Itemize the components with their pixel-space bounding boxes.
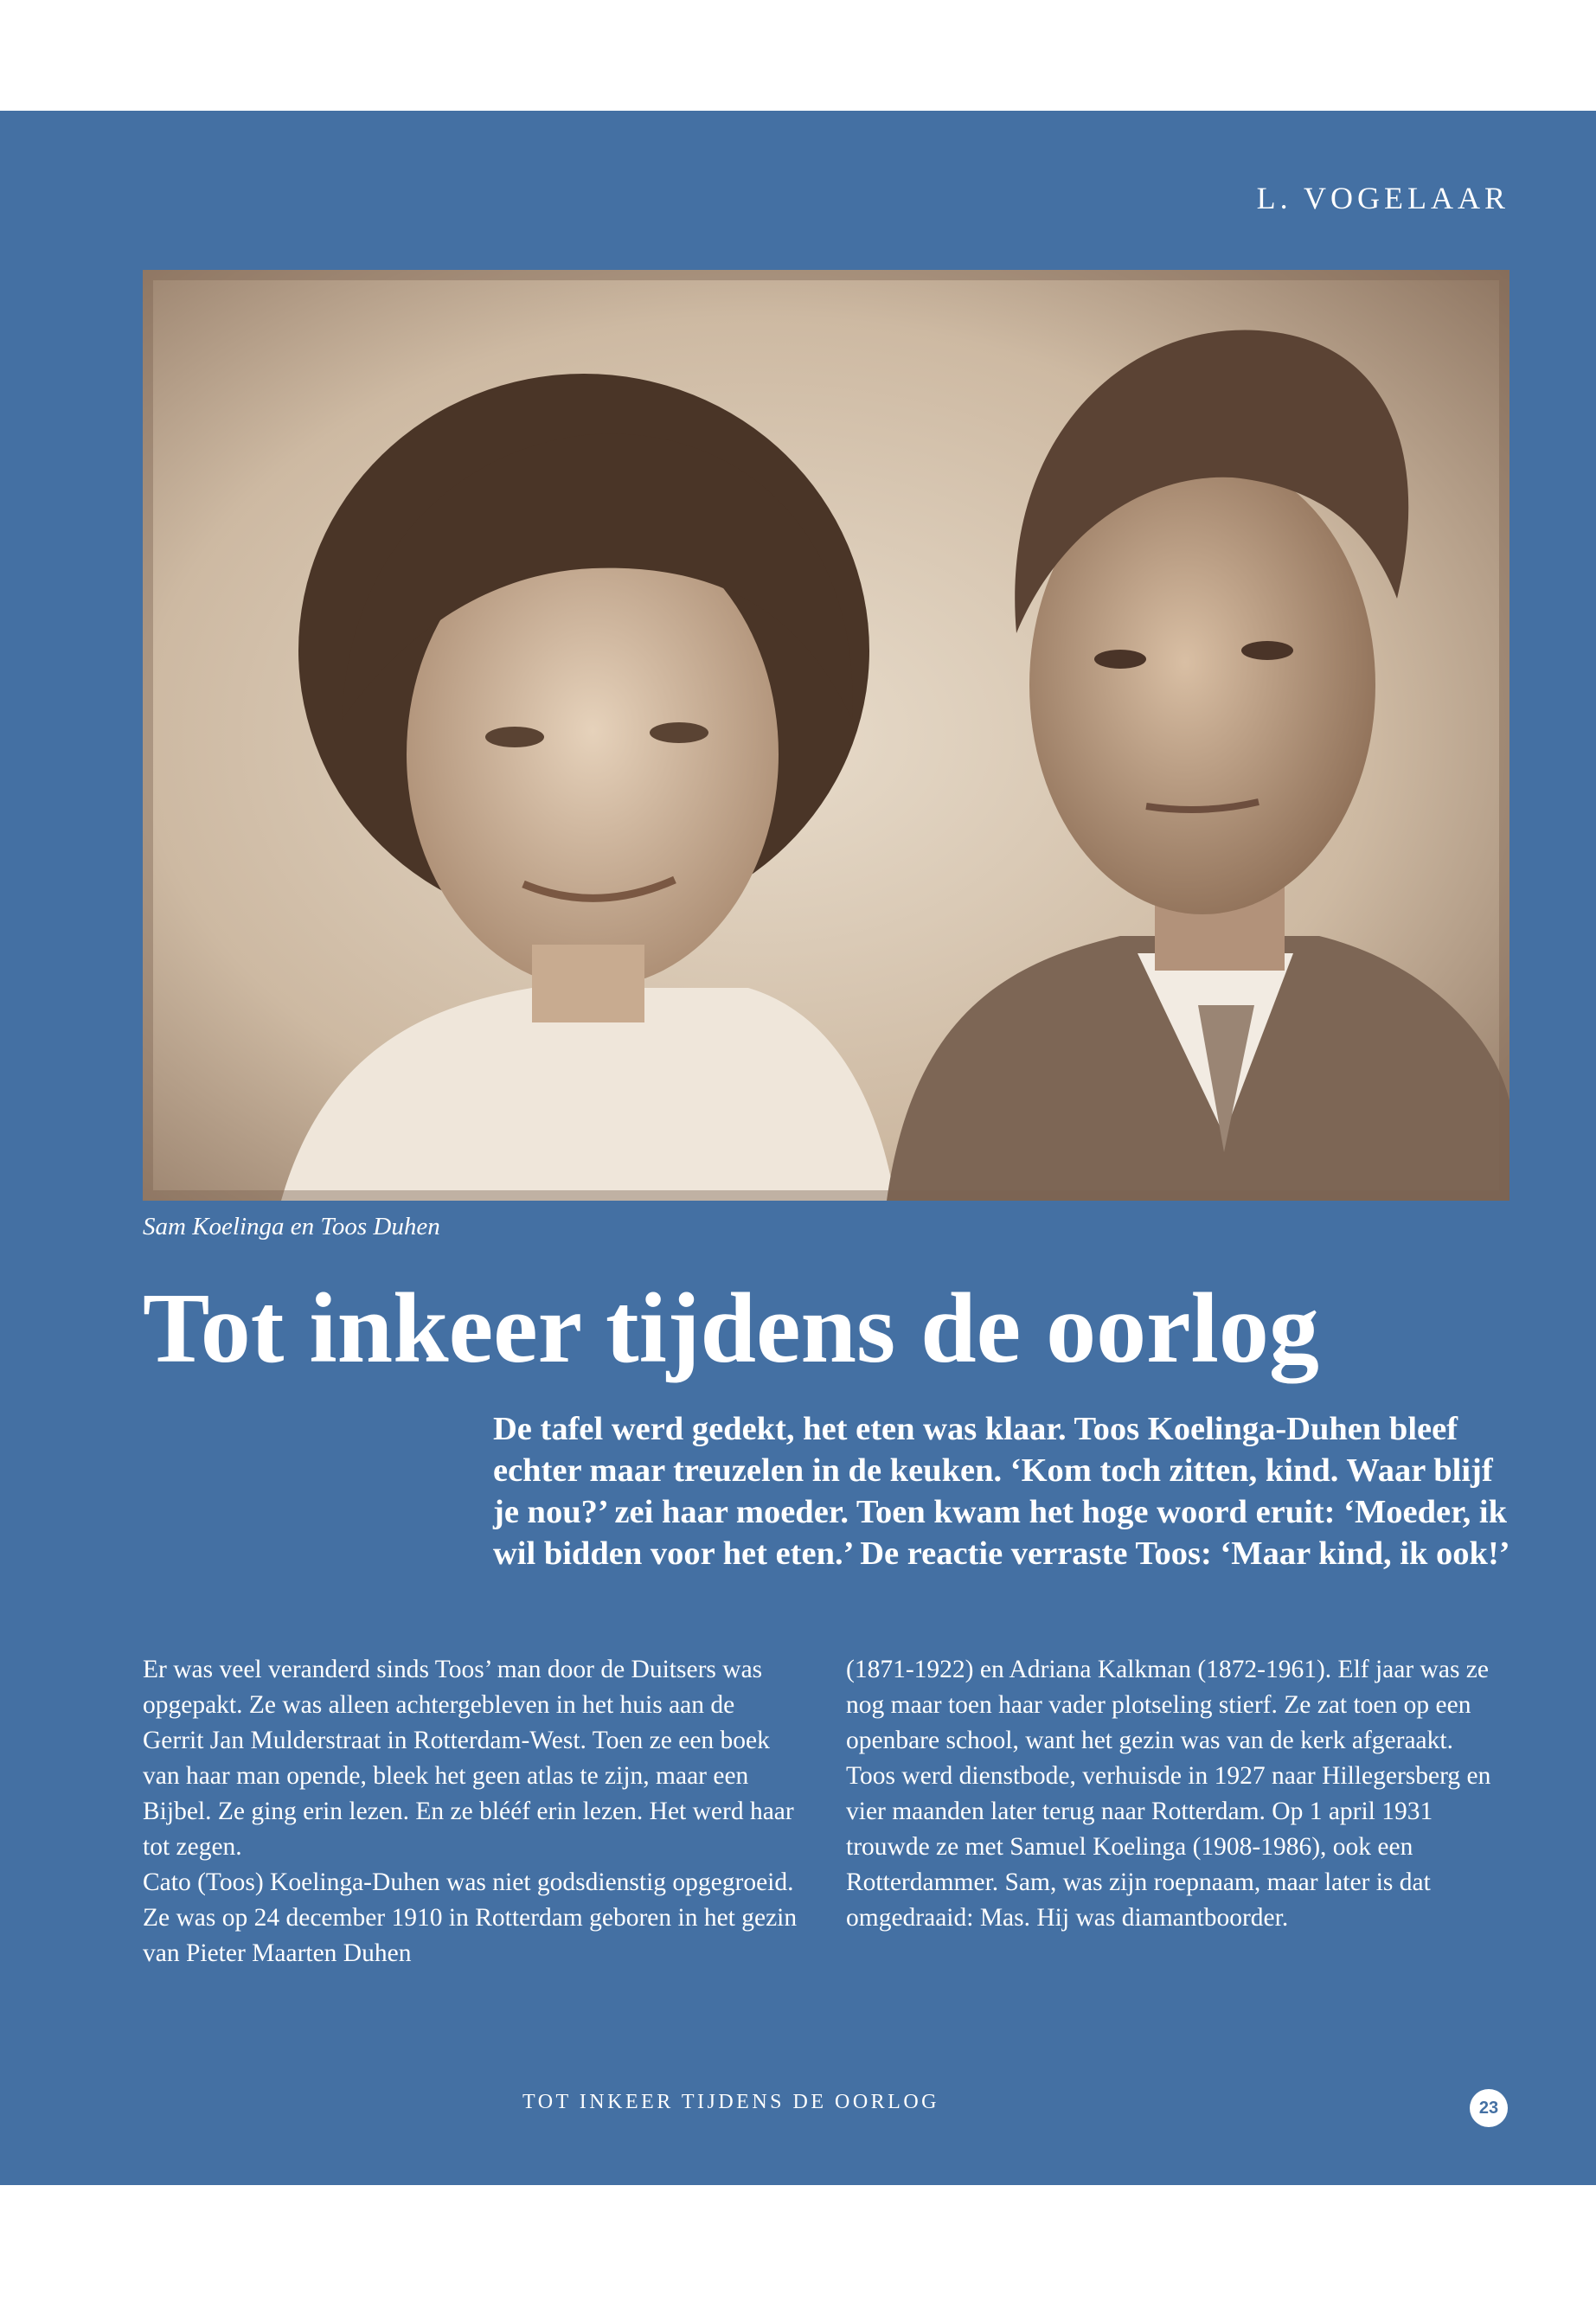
body-paragraph: Toos werd dienstbode, verhuisde in 1927 naar Hillegersberg en vier maanden later terug naar Rotterdam. Op 1 april 1931 trouwde ze met Samuel Koelinga (1908-1986), ook een Rotterdammer. Sam, was zijn roepnaam, maar later is dat omgedraaid: Mas. Hij was diamantboorder. [846, 1762, 1491, 1932]
article-intro: De tafel werd gedekt, het eten was klaar. Toos Koelinga-Duhen bleef echter maar treuzelen in de keuken. ‘Kom toch zitten, kind. Waar blijf je nou?’ zei haar moeder. Toen kwam het hoge woord eruit: ‘Moeder, ik wil bidden voor het eten.’ De reactie verraste Toos: ‘Maar kind, ik ook!’ [493, 1411, 1510, 1572]
photo-caption: Sam Koelinga en Toos Duhen [143, 1213, 440, 1240]
page-number-badge: 23 [1470, 2089, 1508, 2127]
body-column-right [846, 1652, 1503, 1936]
article-title: Tot inkeer tijdens de oorlog [143, 1273, 1319, 1384]
running-footer-title: TOT INKEER TIJDENS DE OORLOG [522, 2091, 939, 2113]
sepia-portrait-image [143, 270, 1509, 1201]
portrait-photo [143, 270, 1509, 1201]
body-paragraph: (1871-1922) en Adriana Kalkman (1872-1961). Elf jaar was ze nog maar toen haar vader plotseling stierf. Ze zat toen op een openbare school, want het gezin was van de kerk afgeraakt. [846, 1656, 1489, 1754]
body-paragraph: Er was veel veranderd sinds Toos’ man door de Duitsers was opgepakt. Ze was alleen achtergebleven in het huis aan de Gerrit Jan Mulderstraat in Rotterdam-West. Toen ze een boek van haar man opende, bleek het geen atlas te zijn, maar een Bijbel. Ze ging erin lezen. En ze blééf erin lezen. Het werd haar tot zegen. [143, 1656, 794, 1861]
author-name: L. VOGELAAR [1256, 181, 1509, 215]
body-paragraph: Cato (Toos) Koelinga-Duhen was niet godsdienstig opgegroeid. Ze was op 24 december 1910 in Rotterdam geboren in het gezin van Pieter Maarten Duhen [143, 1868, 798, 1967]
body-column-left [143, 1652, 800, 1971]
